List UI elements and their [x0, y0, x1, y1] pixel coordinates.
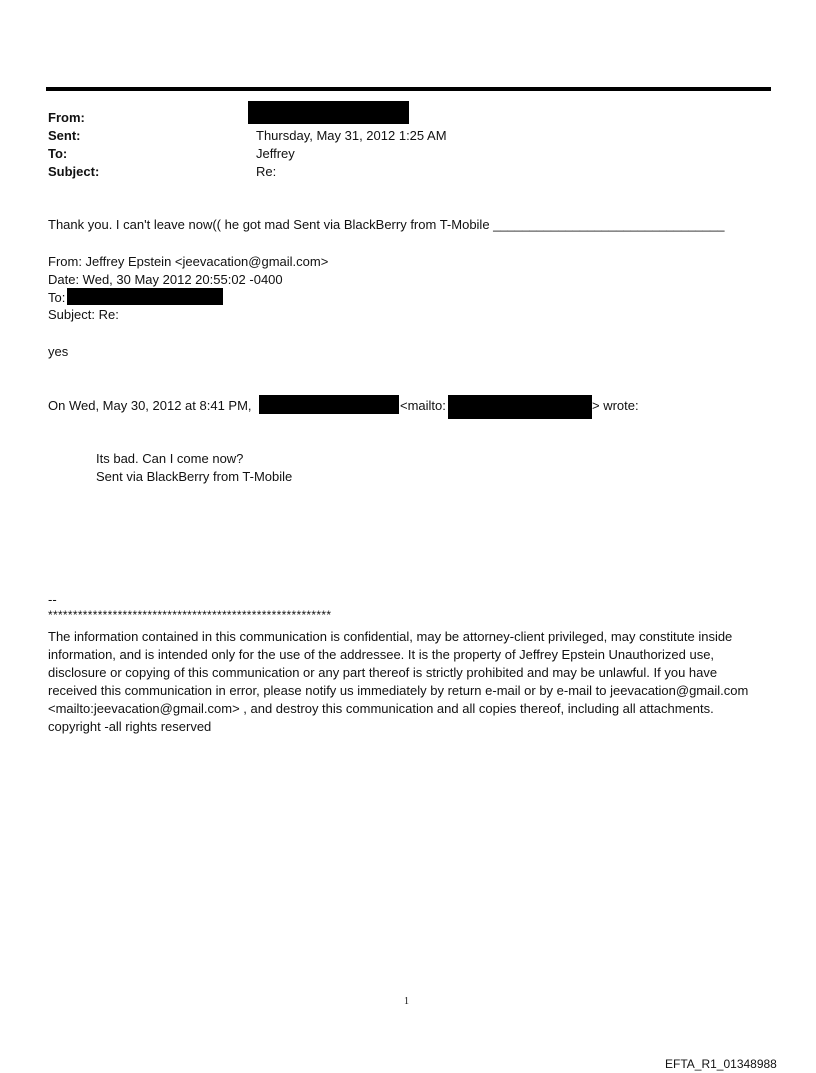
to-value: Jeffrey	[256, 146, 295, 161]
wrote-text: > wrote:	[592, 398, 639, 413]
signature-dashes: --	[48, 592, 57, 607]
inner-message-line2: Sent via BlackBerry from T-Mobile	[96, 469, 293, 484]
redacted-sender	[248, 101, 409, 124]
header-rule	[46, 87, 771, 91]
page-number: 1	[404, 996, 409, 1007]
redacted-name	[259, 395, 399, 414]
sent-label: Sent:	[48, 128, 81, 143]
quoted-from: From: Jeffrey Epstein <jeevacation@gmail.com>	[48, 254, 329, 269]
to-label: To:	[48, 146, 68, 161]
confidentiality-disclaimer: The information contained in this communication is confidential, may be attorney-client privileged, may constitute inside information, and is intended only for the use of the addressee. It is the property of Jeffrey Epstein Unauthorized use, disclosure or copying of this communication or any part thereof is strictly prohibited and may be unlawful. If you have received this communication in error, please notify us immediately by return e-mail or by e-mail to jeevacation@gmail.com <mailto:jeevacation@gmail.com> , and destroy this communication and all copies thereof, including all attachments. copyright -all rights reserved	[48, 629, 749, 734]
redacted-email	[448, 395, 592, 419]
inner-message-line1: Its bad. Can I come now?	[96, 451, 244, 466]
reply-line: Thank you. I can't leave now(( he got mad Sent via BlackBerry from T-Mobile ________________________________	[48, 217, 725, 232]
mailto-text: <mailto:	[400, 398, 446, 413]
document-id: EFTA_R1_01348988	[665, 1057, 777, 1071]
redacted-recipient	[67, 288, 223, 305]
signature-stars: *********************************************************	[48, 608, 332, 622]
on-wrote-prefix: On Wed, May 30, 2012 at 8:41 PM,	[48, 398, 252, 413]
sent-value: Thursday, May 31, 2012 1:25 AM	[256, 128, 447, 143]
from-label: From:	[48, 110, 85, 125]
quoted-to-label: To:	[48, 290, 66, 305]
subject-label: Subject:	[48, 164, 100, 179]
quoted-date: Date: Wed, 30 May 2012 20:55:02 -0400	[48, 272, 283, 287]
subject-value: Re:	[256, 164, 277, 179]
quoted-subject: Subject: Re:	[48, 307, 119, 322]
yes-text: yes	[48, 344, 69, 359]
